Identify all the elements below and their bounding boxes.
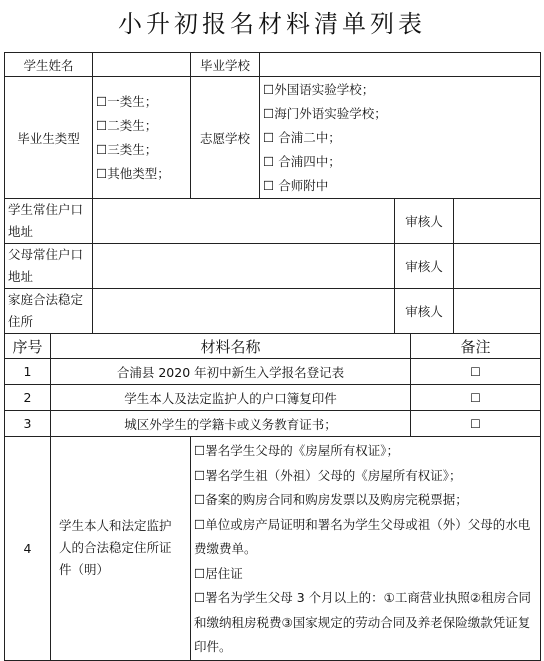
material-row bbox=[5, 359, 541, 385]
page-title: 小升初报名材料清单列表 bbox=[118, 10, 426, 38]
wish-school-label: 志愿学校 bbox=[191, 77, 260, 199]
column-header-note: 备注 bbox=[411, 334, 541, 359]
type-option-2[interactable]: ☐二类生； bbox=[96, 117, 158, 133]
type-option-3[interactable]: ☐三类生； bbox=[96, 141, 158, 157]
material-checkbox[interactable]: ☐ bbox=[411, 411, 541, 437]
wish-option-2[interactable]: ☐海门外语实验学校； bbox=[263, 105, 387, 121]
parent-hukou-address-value[interactable] bbox=[93, 244, 395, 289]
student-hukou-address-label: 学生常住户口地址 bbox=[5, 199, 93, 244]
column-header-material: 材料名称 bbox=[51, 334, 411, 359]
wish-option-5[interactable]: ☐ 合师附中 bbox=[263, 177, 329, 193]
residence-option-4[interactable]: ☐单位或房产局证明和署名为学生父母或祖（外）父母的水电费缴费单。 bbox=[194, 516, 531, 556]
student-name-label: 学生姓名 bbox=[5, 53, 93, 77]
family-residence-value[interactable] bbox=[93, 289, 395, 334]
material-no: 4 bbox=[5, 437, 51, 661]
material-no: 1 bbox=[5, 359, 51, 385]
material-name: 城区外学生的学籍卡或义务教育证书； bbox=[51, 411, 411, 437]
reviewer-label: 审核人 bbox=[395, 199, 454, 244]
material-no: 2 bbox=[5, 385, 51, 411]
material-row bbox=[5, 385, 541, 411]
material-name: 合浦县 2020 年初中新生入学报名登记表 bbox=[51, 359, 411, 385]
materials-header-row bbox=[5, 334, 541, 359]
address-row bbox=[5, 244, 541, 289]
reviewer-label: 审核人 bbox=[395, 289, 454, 334]
reviewer-value[interactable] bbox=[454, 289, 541, 334]
residence-option-1[interactable]: ☐署名学生父母的《房屋所有权证》； bbox=[194, 443, 399, 458]
reviewer-value[interactable] bbox=[454, 199, 541, 244]
graduate-type-options bbox=[93, 77, 191, 199]
family-residence-label: 家庭合法稳定住所 bbox=[5, 289, 93, 334]
parent-hukou-address-label: 父母常住户口地址 bbox=[5, 244, 93, 289]
student-hukou-address-value[interactable] bbox=[93, 199, 395, 244]
residence-option-3[interactable]: ☐备案的购房合同和购房发票以及购房完税票据； bbox=[194, 492, 468, 507]
wish-option-1[interactable]: ☐外国语实验学校； bbox=[263, 81, 375, 97]
type-option-1[interactable]: ☐一类生； bbox=[96, 93, 158, 109]
graduate-type-label: 毕业生类型 bbox=[5, 77, 93, 199]
residence-option-2[interactable]: ☐署名学生祖（外祖）父母的《房屋所有权证》； bbox=[194, 467, 462, 483]
residence-option-5[interactable]: ☐居住证 bbox=[194, 565, 243, 581]
reviewer-value[interactable] bbox=[454, 244, 541, 289]
material-checkbox[interactable]: ☐ bbox=[411, 385, 541, 411]
wish-school-options bbox=[260, 77, 541, 199]
student-name-value[interactable] bbox=[93, 53, 191, 77]
material-row bbox=[5, 411, 541, 437]
type-option-4[interactable]: ☐其他类型； bbox=[96, 165, 170, 181]
type-and-wish-row bbox=[5, 77, 541, 199]
graduate-school-label: 毕业学校 bbox=[191, 53, 260, 77]
material-checkbox[interactable]: ☐ bbox=[411, 359, 541, 385]
registration-form-table bbox=[4, 52, 541, 661]
residence-proof-options bbox=[191, 437, 541, 661]
reviewer-label: 审核人 bbox=[395, 244, 454, 289]
graduate-school-value[interactable] bbox=[260, 53, 541, 77]
column-header-no: 序号 bbox=[5, 334, 51, 359]
residence-option-6[interactable]: ☐署名为学生父母 3 个月以上的：①工商营业执照②租房合同和缴纳租房税费③国家规定的劳动合同及养老保险缴款凭证复印件。 bbox=[194, 590, 532, 654]
residence-proof-category: 学生本人和法定监护人的合法稳定住所证件（明） bbox=[51, 437, 191, 661]
wish-option-4[interactable]: ☐ 合浦四中； bbox=[263, 153, 341, 169]
material-name: 学生本人及法定监护人的户口簿复印件 bbox=[51, 385, 411, 411]
student-name-row bbox=[5, 53, 541, 77]
material-row-residence bbox=[5, 437, 541, 661]
address-row bbox=[5, 289, 541, 334]
address-row bbox=[5, 199, 541, 244]
wish-option-3[interactable]: ☐ 合浦二中； bbox=[263, 129, 341, 145]
material-no: 3 bbox=[5, 411, 51, 437]
